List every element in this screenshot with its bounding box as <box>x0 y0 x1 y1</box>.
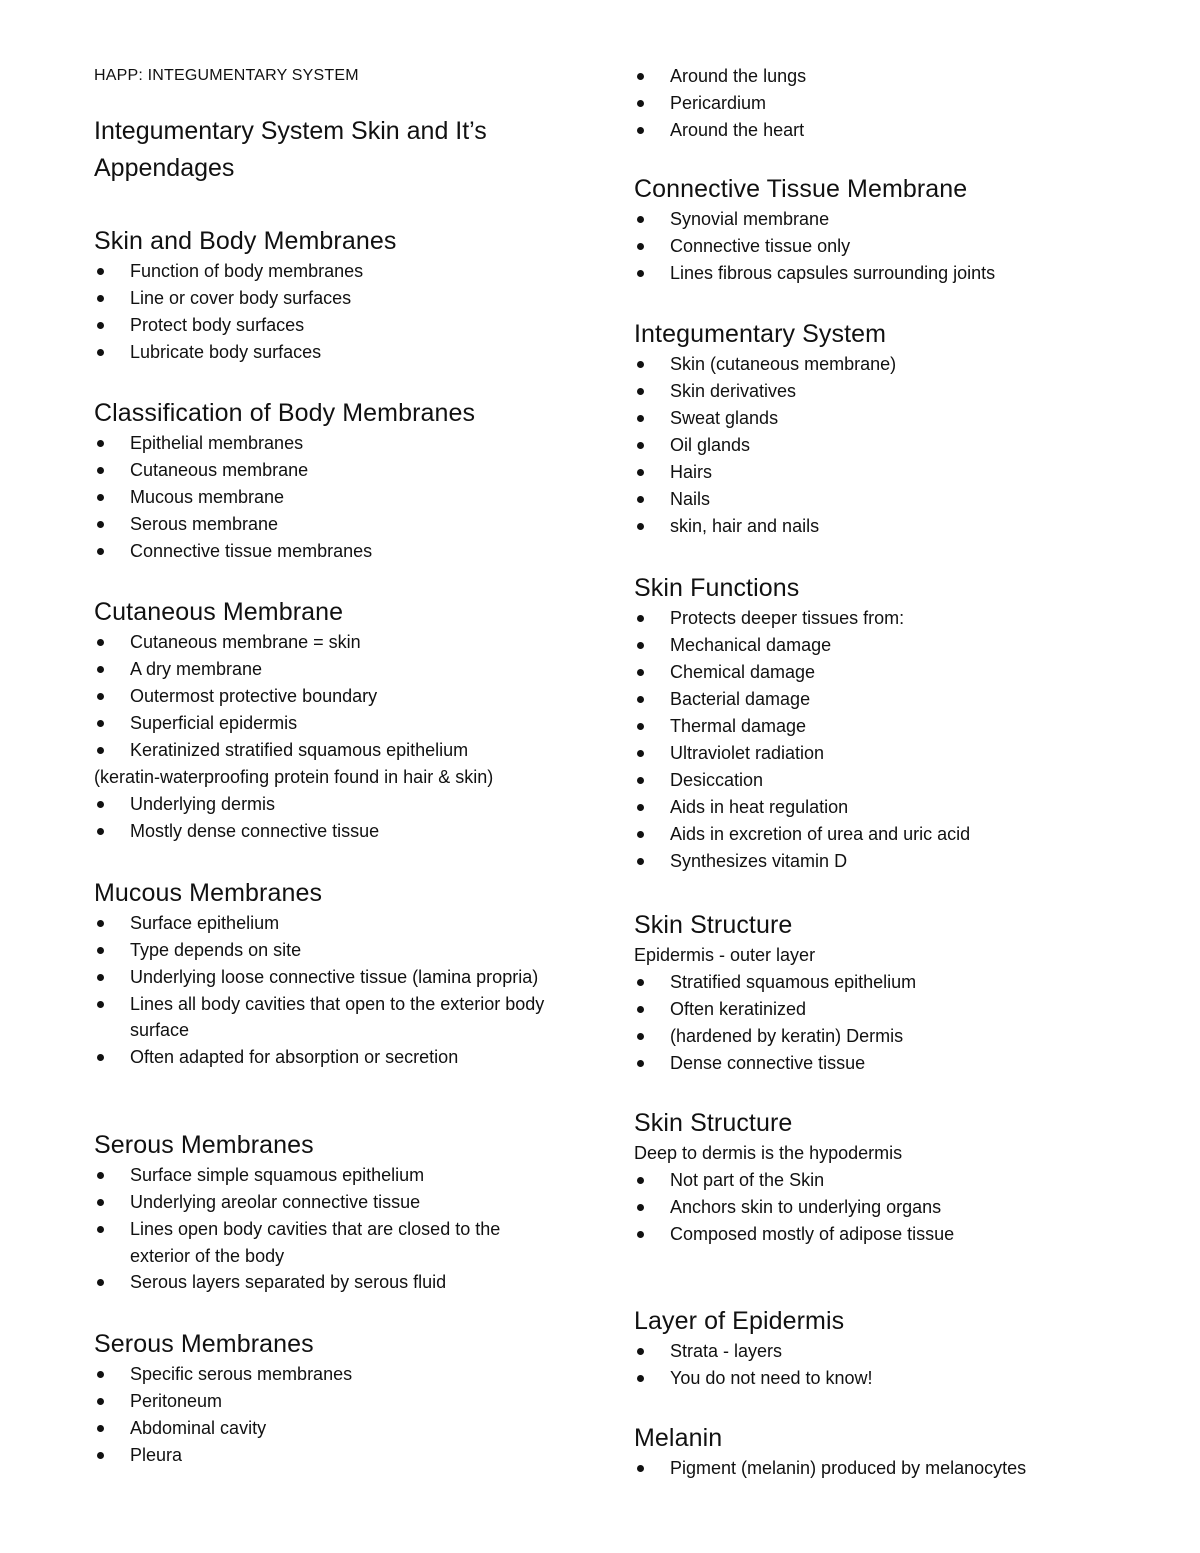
bullet-icon <box>637 469 644 476</box>
bullet-icon <box>637 831 644 838</box>
bullet-icon <box>637 127 644 134</box>
bullet-icon <box>97 666 104 673</box>
bullet-list <box>634 351 1084 540</box>
list-item: Type depends on site <box>94 937 564 964</box>
section-melanin <box>634 1422 1084 1482</box>
bullet-icon <box>97 548 104 555</box>
list-item: Outermost protective boundary <box>94 683 564 710</box>
bullet-icon <box>637 523 644 530</box>
bullet-icon <box>97 1199 104 1206</box>
bullet-icon <box>97 295 104 302</box>
list-item: Around the lungs <box>634 63 1084 90</box>
list-item: Function of body membranes <box>94 258 564 285</box>
list-item: Specific serous membranes <box>94 1361 564 1388</box>
list-item: Aids in heat regulation <box>634 794 1084 821</box>
list-item: Oil glands <box>634 432 1084 459</box>
bullet-list <box>634 1167 1084 1248</box>
bullet-icon <box>97 947 104 954</box>
bullet-icon <box>637 696 644 703</box>
bullet-list <box>94 791 564 845</box>
bullet-icon <box>97 693 104 700</box>
bullet-icon <box>637 804 644 811</box>
list-item: Dense connective tissue <box>634 1050 1084 1077</box>
bullet-list <box>94 430 564 565</box>
list-item: Strata - layers <box>634 1338 1084 1365</box>
bullet-list <box>634 1455 1084 1482</box>
list-item: Serous membrane <box>94 511 564 538</box>
list-item: Superficial epidermis <box>94 710 564 737</box>
section-mucous-membranes <box>94 877 564 1071</box>
bullet-icon <box>637 1231 644 1238</box>
list-item: Desiccation <box>634 767 1084 794</box>
bullet-icon <box>97 920 104 927</box>
list-item: A dry membrane <box>94 656 564 683</box>
section-heading: Melanin <box>634 1424 723 1452</box>
list-item: Epithelial membranes <box>94 430 564 457</box>
list-item: Lines open body cavities that are closed to the exterior of the body <box>94 1216 564 1269</box>
section-cutaneous-membrane <box>94 596 564 845</box>
bullet-icon <box>97 268 104 275</box>
list-item: Underlying dermis <box>94 791 564 818</box>
bullet-icon <box>97 1371 104 1378</box>
bullet-icon <box>97 828 104 835</box>
section-classification-of-body-membranes <box>94 397 564 565</box>
list-item: Sweat glands <box>634 405 1084 432</box>
bullet-icon <box>637 73 644 80</box>
list-item: Mucous membrane <box>94 484 564 511</box>
section-serous-continued <box>634 63 1084 144</box>
section-heading: Cutaneous Membrane <box>94 598 344 626</box>
bullet-icon <box>637 723 644 730</box>
section-heading: Classification of Body Membranes <box>94 399 476 427</box>
list-item: Cutaneous membrane <box>94 457 564 484</box>
section-heading: Skin Structure <box>634 1109 793 1137</box>
bullet-icon <box>97 494 104 501</box>
list-item: Skin (cutaneous membrane) <box>634 351 1084 378</box>
bullet-icon <box>97 747 104 754</box>
document-title <box>94 113 487 187</box>
list-item: Anchors skin to underlying organs <box>634 1194 1084 1221</box>
bullet-icon <box>97 349 104 356</box>
bullet-icon <box>637 388 644 395</box>
list-item: Abdominal cavity <box>94 1415 564 1442</box>
bullet-icon <box>97 467 104 474</box>
bullet-icon <box>637 1204 644 1211</box>
section-heading: Skin Functions <box>634 574 800 602</box>
section-skin-structure-epidermis <box>634 909 1084 1077</box>
list-item: Synthesizes vitamin D <box>634 848 1084 875</box>
list-item: Peritoneum <box>94 1388 564 1415</box>
list-item: Hairs <box>634 459 1084 486</box>
bullet-icon <box>97 440 104 447</box>
list-item: Lines all body cavities that open to the exterior body surface <box>94 991 564 1044</box>
bullet-list <box>94 910 564 1071</box>
list-item: Not part of the Skin <box>634 1167 1084 1194</box>
bullet-icon <box>97 639 104 646</box>
bullet-list <box>634 206 1084 287</box>
bullet-icon <box>637 270 644 277</box>
document-header: HAPP: INTEGUMENTARY SYSTEM <box>94 67 359 84</box>
list-item: Synovial membrane <box>634 206 1084 233</box>
list-item: Nails <box>634 486 1084 513</box>
list-item: Pleura <box>94 1442 564 1469</box>
list-item: Surface epithelium <box>94 910 564 937</box>
list-item: Protect body surfaces <box>94 312 564 339</box>
bullet-icon <box>97 1452 104 1459</box>
list-item: Pericardium <box>634 90 1084 117</box>
list-item: Underlying areolar connective tissue <box>94 1189 564 1216</box>
section-intro: Deep to dermis is the hypodermis <box>634 1143 903 1163</box>
section-skin-structure-hypodermis <box>634 1107 1084 1248</box>
bullet-icon <box>637 243 644 250</box>
list-item: Cutaneous membrane = skin <box>94 629 564 656</box>
bullet-icon <box>97 521 104 528</box>
bullet-icon <box>637 1465 644 1472</box>
list-item: Keratinized stratified squamous epithelium <box>94 737 564 764</box>
bullet-icon <box>637 216 644 223</box>
bullet-list <box>634 969 1084 1077</box>
bullet-icon <box>637 1375 644 1382</box>
bullet-icon <box>97 1172 104 1179</box>
bullet-list <box>634 63 1084 144</box>
bullet-list <box>634 605 1084 875</box>
list-item: Pigment (melanin) produced by melanocytes <box>634 1455 1084 1482</box>
list-item: Composed mostly of adipose tissue <box>634 1221 1084 1248</box>
bullet-icon <box>637 858 644 865</box>
list-item: Protects deeper tissues from: <box>634 605 1084 632</box>
bullet-icon <box>97 1001 104 1008</box>
list-item: Ultraviolet radiation <box>634 740 1084 767</box>
keratin-note: (keratin-waterproofing protein found in hair & skin) <box>94 767 494 787</box>
bullet-icon <box>637 415 644 422</box>
bullet-icon <box>637 100 644 107</box>
bullet-icon <box>97 974 104 981</box>
bullet-icon <box>637 1177 644 1184</box>
section-heading: Serous Membranes <box>94 1330 314 1358</box>
bullet-icon <box>637 615 644 622</box>
bullet-icon <box>97 1279 104 1286</box>
list-item: Connective tissue only <box>634 233 1084 260</box>
bullet-icon <box>97 1226 104 1233</box>
list-item: Around the heart <box>634 117 1084 144</box>
bullet-icon <box>637 750 644 757</box>
section-heading: Skin Structure <box>634 911 793 939</box>
section-integumentary-system <box>634 318 1084 540</box>
bullet-icon <box>97 720 104 727</box>
list-item: Skin derivatives <box>634 378 1084 405</box>
bullet-list <box>634 1338 1084 1392</box>
section-heading: Skin and Body Membranes <box>94 227 397 255</box>
bullet-icon <box>637 642 644 649</box>
list-item: Stratified squamous epithelium <box>634 969 1084 996</box>
section-heading: Connective Tissue Membrane <box>634 175 968 203</box>
section-heading: Integumentary System <box>634 320 887 348</box>
list-item: Mechanical damage <box>634 632 1084 659</box>
bullet-icon <box>637 979 644 986</box>
bullet-list <box>94 1361 564 1469</box>
list-item: Often keratinized <box>634 996 1084 1023</box>
bullet-icon <box>97 1054 104 1061</box>
bullet-list <box>94 1162 564 1296</box>
title-line-2: Appendages <box>94 154 235 182</box>
list-item: Serous layers separated by serous fluid <box>94 1269 564 1296</box>
bullet-icon <box>637 1060 644 1067</box>
section-intro: Epidermis - outer layer <box>634 945 816 965</box>
section-heading: Layer of Epidermis <box>634 1307 845 1335</box>
bullet-icon <box>637 496 644 503</box>
section-serous-membranes <box>94 1129 564 1296</box>
bullet-icon <box>637 1006 644 1013</box>
bullet-icon <box>97 322 104 329</box>
list-item: Lines fibrous capsules surrounding joints <box>634 260 1084 287</box>
bullet-list <box>94 629 564 764</box>
section-skin-functions <box>634 572 1084 875</box>
bullet-list <box>94 258 564 366</box>
bullet-icon <box>637 669 644 676</box>
bullet-icon <box>637 777 644 784</box>
section-heading: Serous Membranes <box>94 1131 314 1159</box>
list-item: Mostly dense connective tissue <box>94 818 564 845</box>
list-item: Often adapted for absorption or secretion <box>94 1044 564 1071</box>
list-item: You do not need to know! <box>634 1365 1084 1392</box>
list-item: Aids in excretion of urea and uric acid <box>634 821 1084 848</box>
list-item: Surface simple squamous epithelium <box>94 1162 564 1189</box>
section-connective-tissue-membrane <box>634 173 1084 287</box>
bullet-icon <box>97 1425 104 1432</box>
bullet-icon <box>637 1033 644 1040</box>
list-item: Chemical damage <box>634 659 1084 686</box>
list-item: Connective tissue membranes <box>94 538 564 565</box>
list-item: skin, hair and nails <box>634 513 1084 540</box>
list-item: Bacterial damage <box>634 686 1084 713</box>
bullet-icon <box>637 1348 644 1355</box>
section-skin-and-body-membranes <box>94 225 564 366</box>
list-item: Thermal damage <box>634 713 1084 740</box>
bullet-icon <box>97 801 104 808</box>
list-item: Line or cover body surfaces <box>94 285 564 312</box>
bullet-icon <box>637 361 644 368</box>
list-item: Underlying loose connective tissue (lamina propria) <box>94 964 564 991</box>
list-item: Lubricate body surfaces <box>94 339 564 366</box>
title-line-1: Integumentary System Skin and It’s <box>94 117 487 145</box>
bullet-icon <box>637 442 644 449</box>
section-specific-serous-membranes <box>94 1328 564 1469</box>
section-layer-of-epidermis <box>634 1305 1084 1392</box>
section-heading: Mucous Membranes <box>94 879 323 907</box>
bullet-icon <box>97 1398 104 1405</box>
list-item: (hardened by keratin) Dermis <box>634 1023 1084 1050</box>
